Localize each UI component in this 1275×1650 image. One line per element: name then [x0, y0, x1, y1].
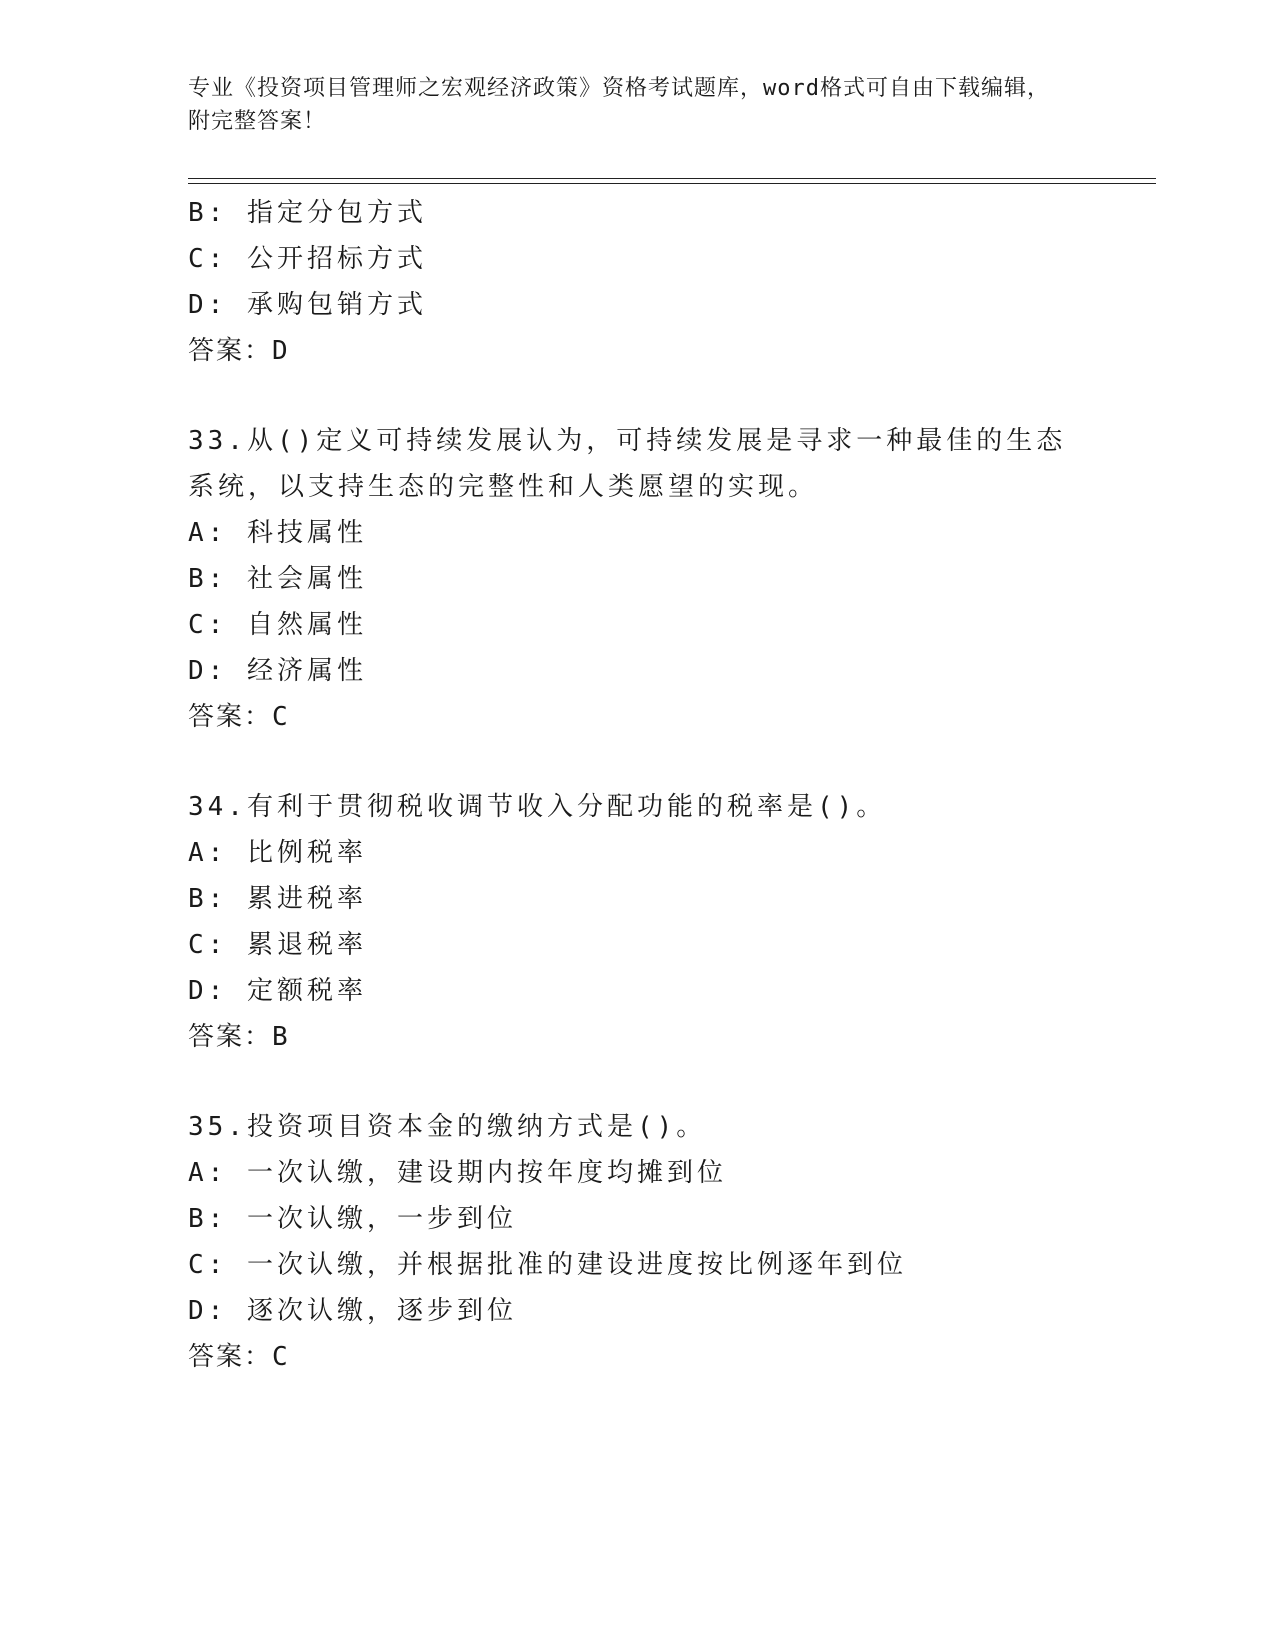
question-stem: 33.从()定义可持续发展认为，可持续发展是寻求一种最佳的生态系统，以支持生态的完整性和人类愿望的实现。	[188, 426, 1067, 502]
question-stem: 34.有利于贯彻税收调节收入分配功能的税率是()。	[188, 792, 887, 822]
option-b: B: 累进税率	[188, 884, 367, 914]
option-c: C: 自然属性	[188, 610, 367, 640]
answer-label: 答案：	[188, 1342, 273, 1372]
question-32-carryover	[188, 190, 1088, 374]
header-text: 专业《投资项目管理师之宏观经济政策》资格考试题库，word格式可自由下载编辑，附完整答案！	[188, 76, 1050, 134]
answer-line	[188, 694, 1088, 740]
answer-line	[188, 1014, 1088, 1060]
answer-label: 答案：	[188, 1022, 273, 1052]
question-33	[188, 418, 1088, 740]
answer-value: C	[272, 702, 289, 732]
answer-value: C	[272, 1342, 289, 1372]
option-c: C: 一次认缴，并根据批准的建设进度按比例逐年到位	[188, 1250, 907, 1280]
question-34	[188, 784, 1088, 1060]
answer-line	[188, 328, 1088, 374]
header-rule-thin	[188, 183, 1156, 184]
option-a: A: 科技属性	[188, 518, 367, 548]
option-d: D: 定额税率	[188, 976, 367, 1006]
answer-value: B	[272, 1022, 289, 1052]
option-b: B: 指定分包方式	[188, 198, 427, 228]
question-35	[188, 1104, 1088, 1380]
option-b: B: 社会属性	[188, 564, 367, 594]
question-list	[188, 190, 1088, 1380]
option-a: A: 一次认缴，建设期内按年度均摊到位	[188, 1158, 727, 1188]
document-header	[188, 72, 1068, 138]
answer-label: 答案：	[188, 702, 273, 732]
option-d: D: 逐次认缴，逐步到位	[188, 1296, 517, 1326]
answer-label: 答案：	[188, 336, 273, 366]
option-b: B: 一次认缴，一步到位	[188, 1204, 517, 1234]
answer-line	[188, 1334, 1088, 1380]
question-stem: 35.投资项目资本金的缴纳方式是()。	[188, 1112, 707, 1142]
header-rule-thick	[188, 178, 1156, 179]
option-a: A: 比例税率	[188, 838, 367, 868]
answer-value: D	[272, 336, 289, 366]
option-d: D: 承购包销方式	[188, 290, 427, 320]
option-c: C: 累退税率	[188, 930, 367, 960]
option-c: C: 公开招标方式	[188, 244, 427, 274]
option-d: D: 经济属性	[188, 656, 367, 686]
